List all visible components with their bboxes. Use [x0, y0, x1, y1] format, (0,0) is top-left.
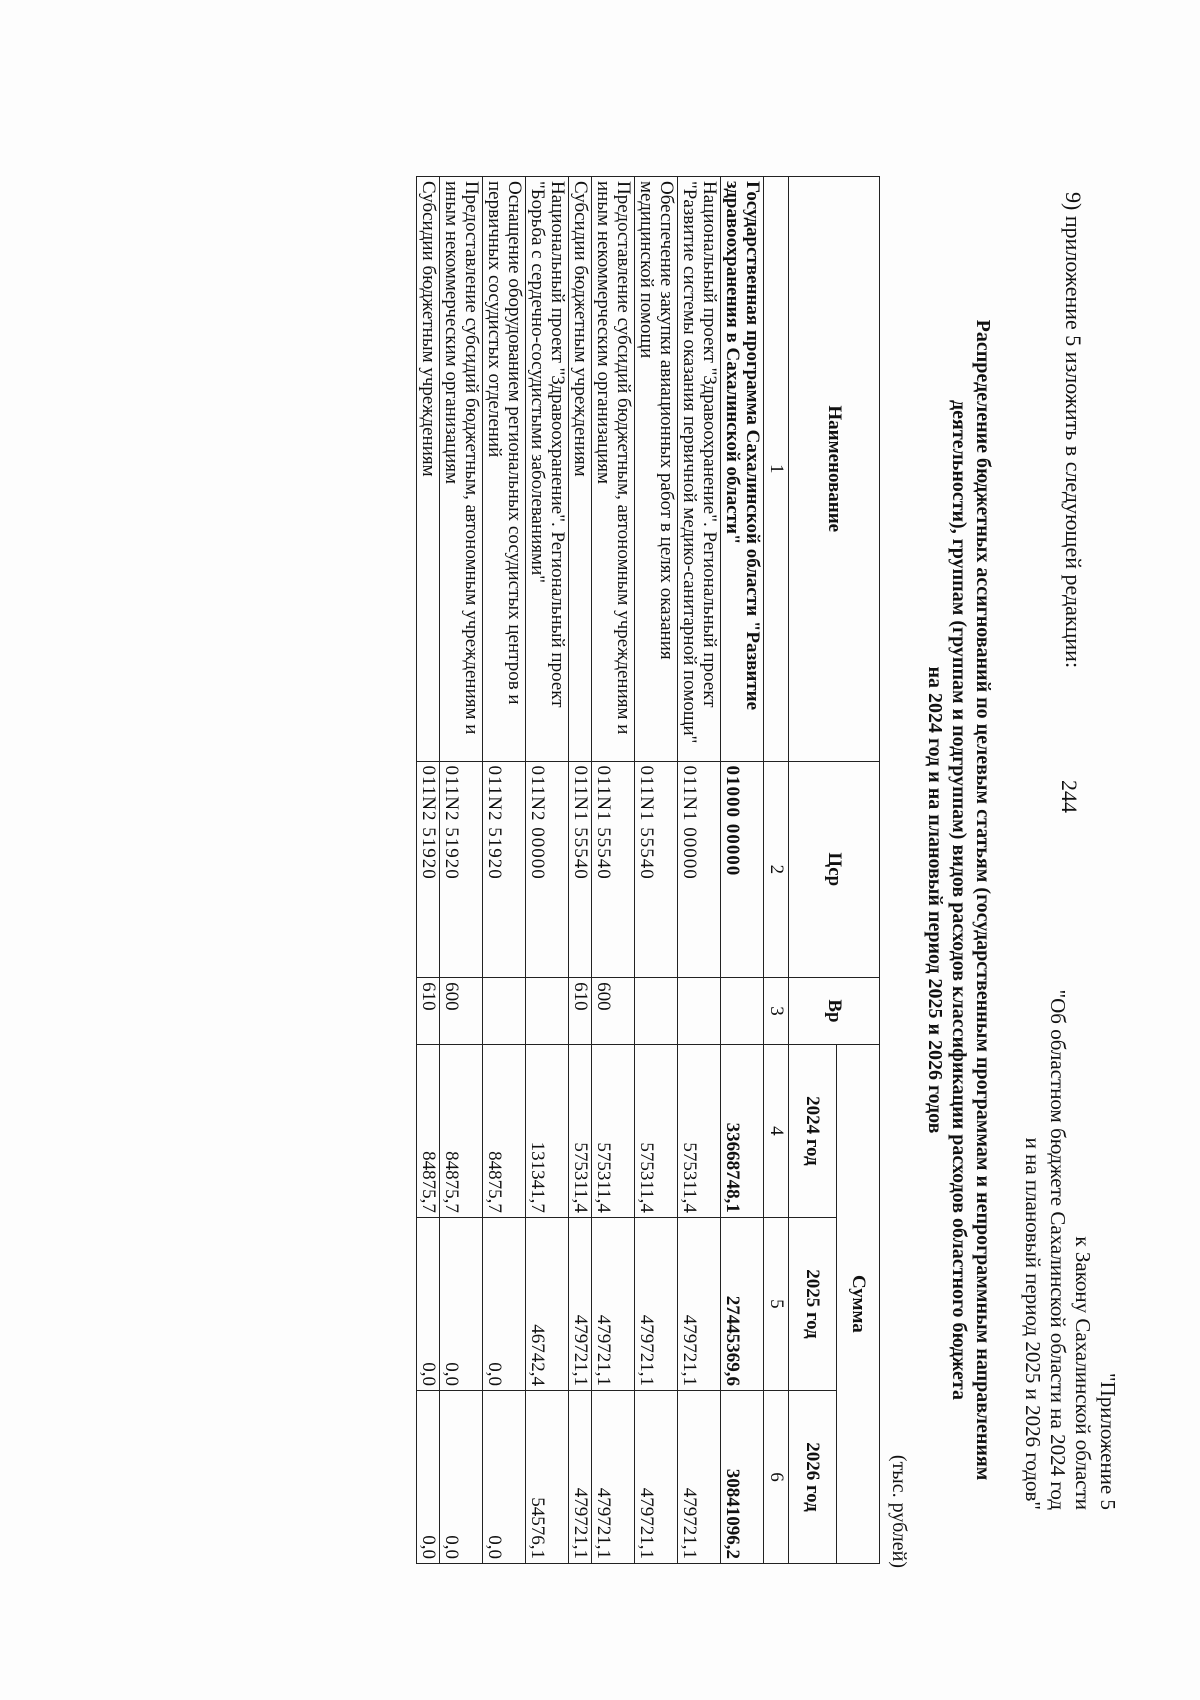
index-cell: 4 [764, 1044, 789, 1217]
row-2024-cell: 575311,4 [569, 1044, 592, 1217]
index-cell: 6 [764, 1390, 789, 1563]
row-2025-cell: 479721,1 [592, 1217, 635, 1390]
appendix-line: "Приложение 5 [1096, 1372, 1120, 1510]
row-2024-cell: 84875,7 [417, 1044, 440, 1217]
row-2026-cell: 479721,1 [635, 1390, 678, 1563]
row-2024-cell: 575311,4 [678, 1044, 721, 1217]
row-2025-cell: 479721,1 [635, 1217, 678, 1390]
table-row [635, 177, 678, 1564]
row-2025-cell: 0,0 [417, 1217, 440, 1390]
index-cell: 3 [764, 978, 789, 1045]
row-2025-cell: 27445369,6 [721, 1217, 764, 1390]
row-2024-cell: 33668748,1 [721, 1044, 764, 1217]
header-name: Наименование [789, 177, 880, 762]
row-name-cell: Обеспечение закупки авиационных работ в целях оказания медицинской помощи [635, 177, 678, 762]
title-line: деятельности), группам (группам и подгруппам) видов расходов классификации расходов областного бюджета [948, 400, 970, 1400]
row-2026-cell: 0,0 [440, 1390, 483, 1563]
row-vr-cell [635, 978, 678, 1045]
column-index-row [764, 177, 789, 1564]
title-line: Распределение бюджетных ассигнований по целевым статьям (государственным программам и непрограммным направлениям [972, 319, 994, 1481]
row-vr-cell [483, 978, 526, 1045]
table-row [678, 177, 721, 1564]
row-2024-cell: 84875,7 [483, 1044, 526, 1217]
table-row [526, 177, 569, 1564]
row-name-cell: Предоставление субсидий бюджетным, автономным учреждениям и иным некоммерческим организациям [592, 177, 635, 762]
row-csr-cell: 011N1 55540 [569, 761, 592, 978]
appendix-header [1020, 990, 1120, 1510]
row-name-cell: Предоставление субсидий бюджетным, автономным учреждениям и иным некоммерческим организациям [440, 177, 483, 762]
title-line: на 2024 год и на плановый период 2025 и 2026 годов [924, 666, 946, 1134]
table-row [569, 177, 592, 1564]
rotated-page [80, 80, 1120, 1620]
row-vr-cell [678, 978, 721, 1045]
row-2024-cell: 575311,4 [635, 1044, 678, 1217]
row-2026-cell: 479721,1 [592, 1390, 635, 1563]
row-2024-cell: 575311,4 [592, 1044, 635, 1217]
row-name-cell: Национальный проект "Здравоохранение". Региональный проект "Борьба с сердечно-сосудистыми заболеваниями" [526, 177, 569, 762]
header-sum: Сумма [837, 1044, 880, 1563]
index-cell: 1 [764, 177, 789, 762]
row-2026-cell: 0,0 [417, 1390, 440, 1563]
page-number: 244 [1057, 780, 1082, 813]
index-cell: 5 [764, 1217, 789, 1390]
row-vr-cell [526, 978, 569, 1045]
row-csr-cell: 011N2 00000 [526, 761, 569, 978]
budget-table [416, 176, 880, 1564]
header-2025: 2025 год [789, 1217, 837, 1390]
document-title [923, 250, 995, 1550]
table-row [417, 177, 440, 1564]
row-vr-cell: 600 [592, 978, 635, 1045]
row-name-cell: Субсидии бюджетным учреждениям [417, 177, 440, 762]
appendix-line: "Об областном бюджете Сахалинской области на 2024 год [1046, 989, 1070, 1510]
units-label: (тыс. рублей) [888, 1454, 910, 1568]
row-csr-cell: 011N2 51920 [440, 761, 483, 978]
row-2026-cell: 54576,1 [526, 1390, 569, 1563]
index-cell: 2 [764, 761, 789, 978]
table-row [592, 177, 635, 1564]
appendix-line: к Закону Сахалинской области [1071, 1236, 1095, 1510]
row-2025-cell: 0,0 [440, 1217, 483, 1390]
row-vr-cell [721, 978, 764, 1045]
row-csr-cell: 011N1 00000 [678, 761, 721, 978]
row-2025-cell: 46742,4 [526, 1217, 569, 1390]
row-name-cell: Национальный проект "Здравоохранение". Региональный проект "Развитие системы оказания первичной медико-санитарной помощи" [678, 177, 721, 762]
row-csr-cell: 011N2 51920 [417, 761, 440, 978]
row-2026-cell: 0,0 [483, 1390, 526, 1563]
row-2026-cell: 479721,1 [678, 1390, 721, 1563]
row-vr-cell: 610 [417, 978, 440, 1045]
row-csr-cell: 01000 00000 [721, 761, 764, 978]
row-name-cell: Государственная программа Сахалинской области "Развитие здравоохранения в Сахалинской области" [721, 177, 764, 762]
header-2026: 2026 год [789, 1390, 837, 1563]
row-vr-cell: 610 [569, 978, 592, 1045]
row-2024-cell: 131341,7 [526, 1044, 569, 1217]
row-name-cell: Субсидии бюджетным учреждениям [569, 177, 592, 762]
header-2024: 2024 год [789, 1044, 837, 1217]
row-name-cell: Оснащение оборудованием региональных сосудистых центров и первичных сосудистых отделений [483, 177, 526, 762]
appendix-line: и на плановый период 2025 и 2026 годов" [1021, 1137, 1045, 1510]
row-csr-cell: 011N2 51920 [483, 761, 526, 978]
row-2025-cell: 479721,1 [569, 1217, 592, 1390]
row-2026-cell: 479721,1 [569, 1390, 592, 1563]
row-2024-cell: 84875,7 [440, 1044, 483, 1217]
row-2025-cell: 479721,1 [678, 1217, 721, 1390]
table-row [483, 177, 526, 1564]
row-csr-cell: 011N1 55540 [592, 761, 635, 978]
row-csr-cell: 011N1 55540 [635, 761, 678, 978]
table-row [721, 177, 764, 1564]
row-2026-cell: 30841096,2 [721, 1390, 764, 1563]
row-2025-cell: 0,0 [483, 1217, 526, 1390]
intro-text: 9) приложение 5 изложить в следующей редакции: [1061, 192, 1086, 669]
header-vr: Вр [789, 978, 880, 1045]
header-csr: Цср [789, 761, 880, 978]
row-vr-cell: 600 [440, 978, 483, 1045]
table-row [440, 177, 483, 1564]
